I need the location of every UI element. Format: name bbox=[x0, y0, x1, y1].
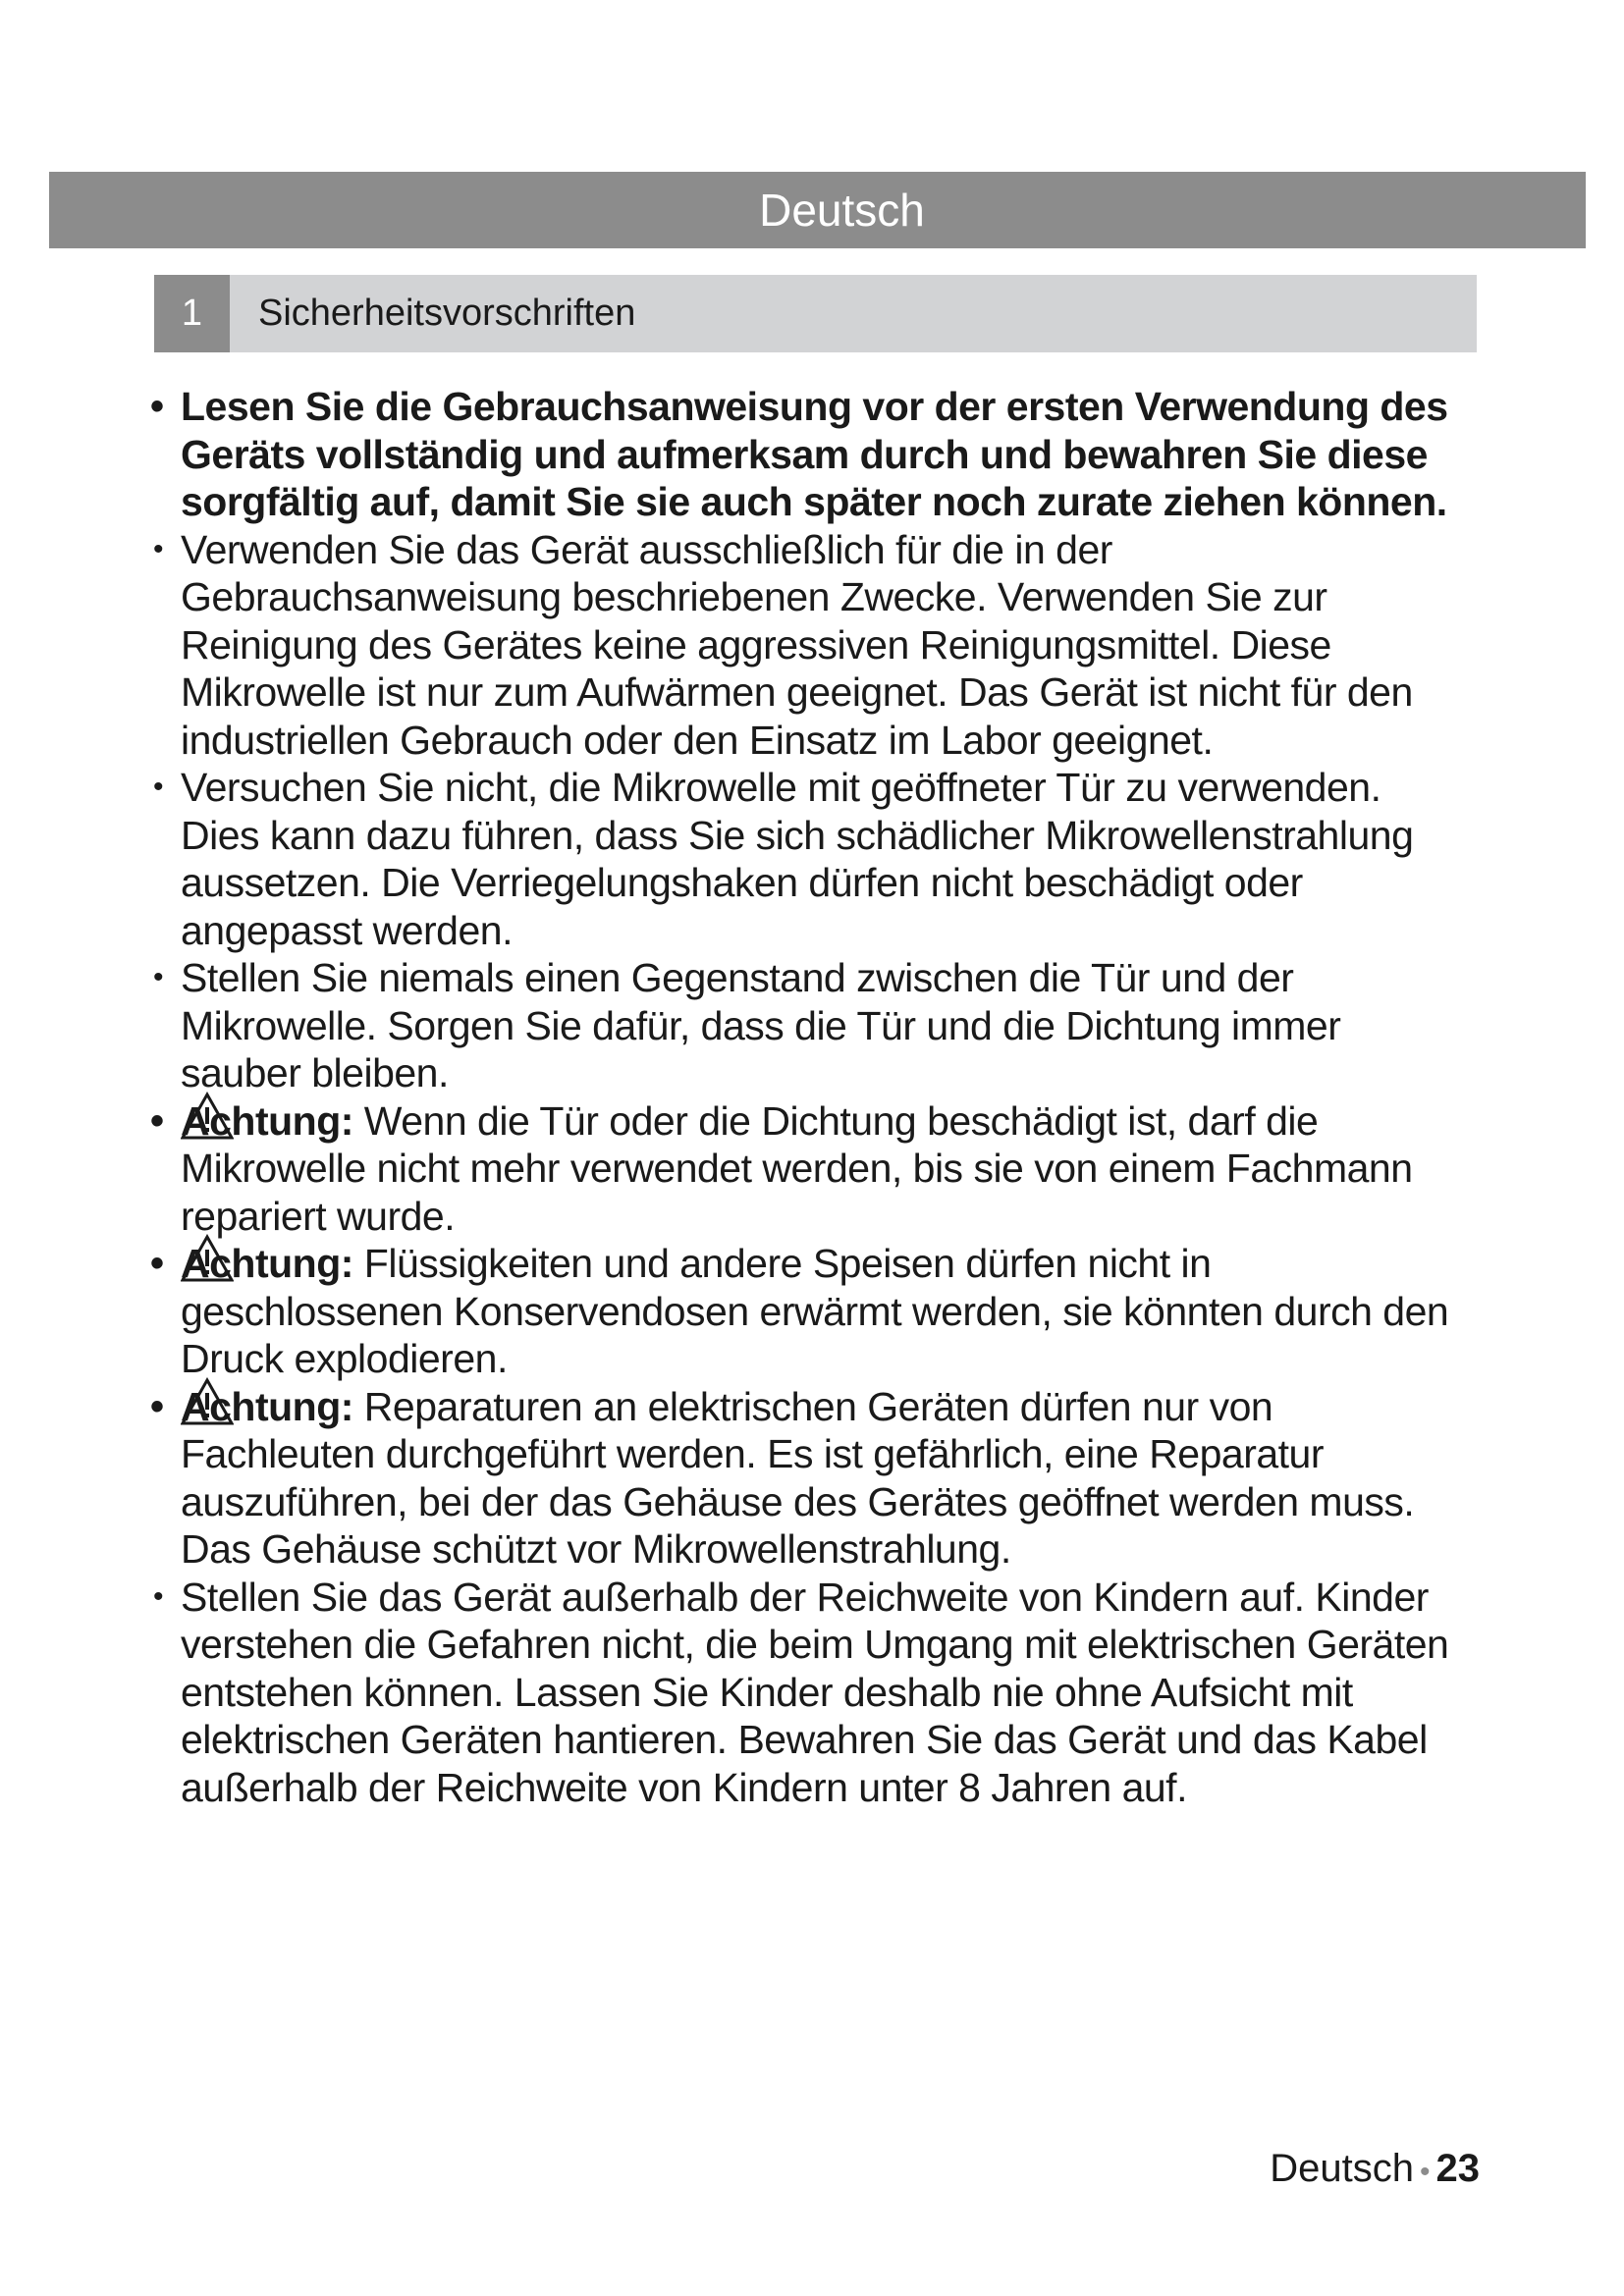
list-item-text: Stellen Sie niemals einen Gegenstand zwischen die Tür und der Mikrowelle. Sorgen Sie dafür, dass die Tür und die Dichtung immer sauber bleiben. bbox=[181, 955, 1341, 1095]
list-item-warning bbox=[147, 1097, 1463, 1241]
list-item-text: Flüssigkeiten und andere Speisen dürfen nicht in geschlossenen Konservendosen erwärmt werden, sie könnten durch den Druck explodieren. bbox=[181, 1241, 1449, 1381]
bullet: • bbox=[150, 1098, 164, 1143]
list-item-text: Lesen Sie die Gebrauchsanweisung vor der ersten Verwendung des Geräts vollständig und aufmerksam durch und bewahren Sie diese sorgfältig auf, damit Sie sie auch später noch zurate ziehen können. bbox=[181, 384, 1448, 524]
bullet: • bbox=[150, 1384, 164, 1428]
list-item bbox=[147, 1574, 1463, 1812]
warning-label: Achtung: bbox=[181, 1241, 353, 1286]
section-header bbox=[154, 275, 1477, 352]
list-item bbox=[147, 954, 1463, 1097]
list-item-text: Versuchen Sie nicht, die Mikrowelle mit geöffneter Tür zu verwenden. Dies kann dazu führen, dass Sie sich schädlicher Mikrowellenstrahlung aussetzen. Die Verriegelungshaken dürfen nicht beschädigt oder angepasst werden. bbox=[181, 765, 1414, 953]
safety-instructions-list bbox=[147, 383, 1463, 1811]
bullet: • bbox=[153, 961, 164, 993]
footer-language: Deutsch bbox=[1270, 2147, 1414, 2190]
list-item-text: Verwenden Sie das Gerät ausschließlich für die in der Gebrauchsanweisung beschriebenen Zwecke. Verwenden Sie zur Reinigung des Gerätes keine aggressiven Reinigungsmittel. Diese Mikrowelle ist nur zum Aufwärmen geeignet. Das Gerät ist nicht für den industriellen Gebrauch oder den Einsatz im Labor geeignet. bbox=[181, 526, 1413, 763]
section-title: Sicherheitsvorschriften bbox=[258, 293, 636, 334]
list-item-text: Reparaturen an elektrischen Geräten dürfen nur von Fachleuten durchgeführt werden. Es ist gefährlich, eine Reparatur auszuführen, bei der das Gehäuse des Gerätes geöffnet werden muss. Das Gehäuse schützt vor Mikrowellenstrahlung. bbox=[181, 1383, 1415, 1572]
footer-separator: • bbox=[1419, 2156, 1431, 2188]
section-number: 1 bbox=[154, 275, 230, 352]
bullet: • bbox=[150, 385, 164, 428]
bullet: • bbox=[153, 1579, 164, 1613]
list-item-text: Wenn die Tür oder die Dichtung beschädigt ist, darf die Mikrowelle nicht mehr verwendet werden, bis sie von einem Fachmann repariert wurde. bbox=[181, 1097, 1413, 1239]
language-header bbox=[49, 172, 1586, 248]
bullet: • bbox=[150, 1242, 164, 1285]
list-item-text: Stellen Sie das Gerät außerhalb der Reichweite von Kindern auf. Kinder verstehen die Gefahren nicht, die beim Umgang mit elektrischen Geräten entstehen können. Lassen Sie Kinder deshalb nie ohne Aufsicht mit elektrischen Geräten hantieren. Bewahren Sie das Gerät und das Kabel außerhalb der Reichweite von Kindern unter 8 Jahren auf. bbox=[181, 1574, 1449, 1810]
list-item-warning bbox=[147, 1240, 1463, 1383]
page-footer bbox=[1270, 2144, 1480, 2197]
list-item bbox=[147, 526, 1463, 765]
page-number: 23 bbox=[1435, 2147, 1480, 2190]
warning-label: Achtung: bbox=[181, 1097, 353, 1144]
list-item-warning bbox=[147, 1383, 1463, 1574]
list-item bbox=[147, 764, 1463, 954]
warning-label: Achtung: bbox=[181, 1383, 353, 1429]
list-item bbox=[147, 383, 1463, 526]
bullet: • bbox=[153, 771, 164, 803]
language-header-label: Deutsch bbox=[759, 185, 925, 236]
bullet: • bbox=[153, 532, 164, 565]
